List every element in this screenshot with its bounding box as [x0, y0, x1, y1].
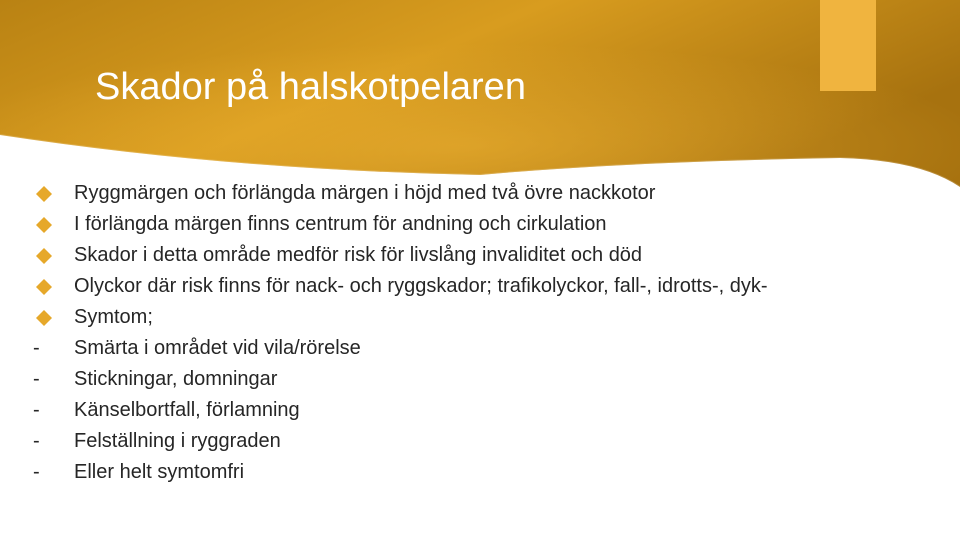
list-item: [0, 395, 900, 426]
list-item-text: Felställning i ryggraden: [74, 430, 281, 452]
diamond-icon: [36, 310, 52, 326]
slide-title: Skador på halskotpelaren: [95, 66, 526, 108]
list-item: [0, 457, 900, 488]
dash-marker: -: [33, 368, 40, 390]
list-item: [0, 333, 900, 364]
list-item: [0, 364, 900, 395]
dash-marker: -: [33, 337, 40, 359]
diamond-icon: [36, 186, 52, 202]
list-item: [0, 209, 900, 240]
list-item-text: Känselbortfall, förlamning: [74, 399, 300, 421]
list-item-text: Stickningar, domningar: [74, 368, 278, 390]
list-item: [0, 302, 900, 333]
diamond-icon: [36, 279, 52, 295]
list-item: [0, 178, 900, 209]
list-item-text: Skador i detta område medför risk för livslång invaliditet och död: [74, 244, 643, 266]
list-item-text: Eller helt symtomfri: [74, 461, 245, 483]
list-item-text: Smärta i området vid vila/rörelse: [74, 337, 361, 359]
list-item-text: I förlängda märgen finns centrum för andning och cirkulation: [74, 213, 607, 235]
list-item-text: Ryggmärgen och förlängda märgen i höjd med två övre nackkotor: [74, 182, 656, 204]
dash-marker: -: [33, 461, 40, 483]
diamond-icon: [36, 248, 52, 264]
diamond-icon: [36, 217, 52, 233]
list-item: [0, 271, 900, 302]
dash-marker: -: [33, 399, 40, 421]
content-list: [0, 178, 900, 488]
list-item: [0, 426, 900, 457]
accent-block: [820, 0, 876, 91]
list-item-text: Symtom;: [74, 306, 153, 328]
dash-marker: -: [33, 430, 40, 452]
list-item-text: Olyckor där risk finns för nack- och ryggskador; trafikolyckor, fall-, idrotts-, dyk-: [74, 275, 768, 297]
list-item: [0, 240, 900, 271]
